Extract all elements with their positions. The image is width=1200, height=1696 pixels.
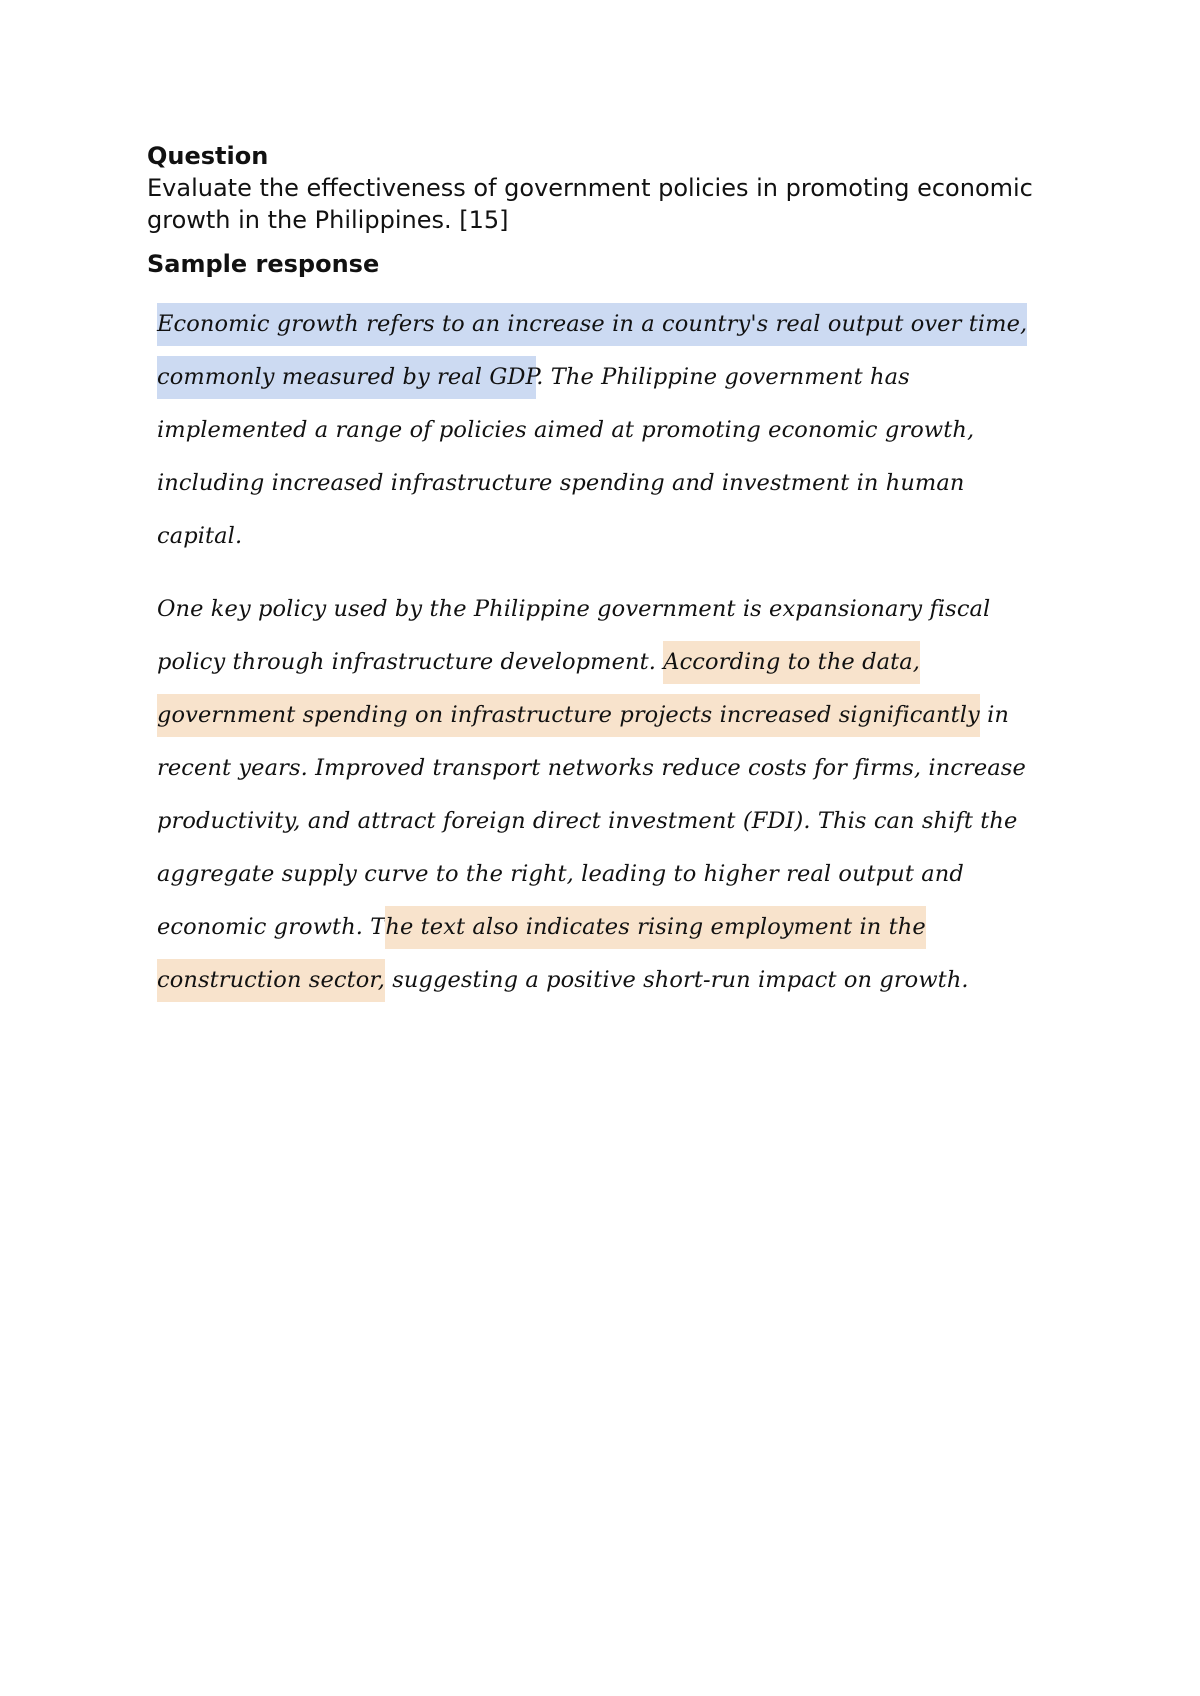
paragraph-text: suggesting a positive short-run impact on growth.: [385, 967, 969, 993]
paragraph-text: One key policy used by the Philippine government is expansionary fiscal policy through infrastructure development.: [157, 596, 991, 675]
response-paragraph-2: [157, 583, 1037, 1007]
response-paragraph-1: [157, 298, 1037, 563]
sample-response-body: [157, 298, 1037, 1007]
question-heading: Question: [147, 142, 269, 170]
document-page: [147, 140, 1067, 1027]
question-text: Evaluate the effectiveness of government policies in promoting economic growth in the Philippines. [15]: [147, 174, 1033, 234]
highlighted-evidence: he text also indicates rising employment in the construction sector,: [157, 906, 926, 1002]
highlighted-definition: Economic growth refers to an increase in a country's real output over time, commonly measured by real GDP: [157, 303, 1027, 399]
paragraph-text: . The Philippine government has implemented a range of policies aimed at promoting economic growth, including increased infrastructure spending and investment in human capital.: [157, 364, 975, 549]
highlighted-evidence: According to the data, government spending on infrastructure projects increased significantly: [157, 641, 980, 737]
sample-response-heading: Sample response: [147, 250, 380, 278]
paragraph-text: in recent years. Improved transport networks reduce costs for firms, increase productivity, and attract foreign direct investment (FDI). This can shift the aggregate supply curve to the right, leading to higher real output and economic growth. T: [157, 702, 1026, 940]
